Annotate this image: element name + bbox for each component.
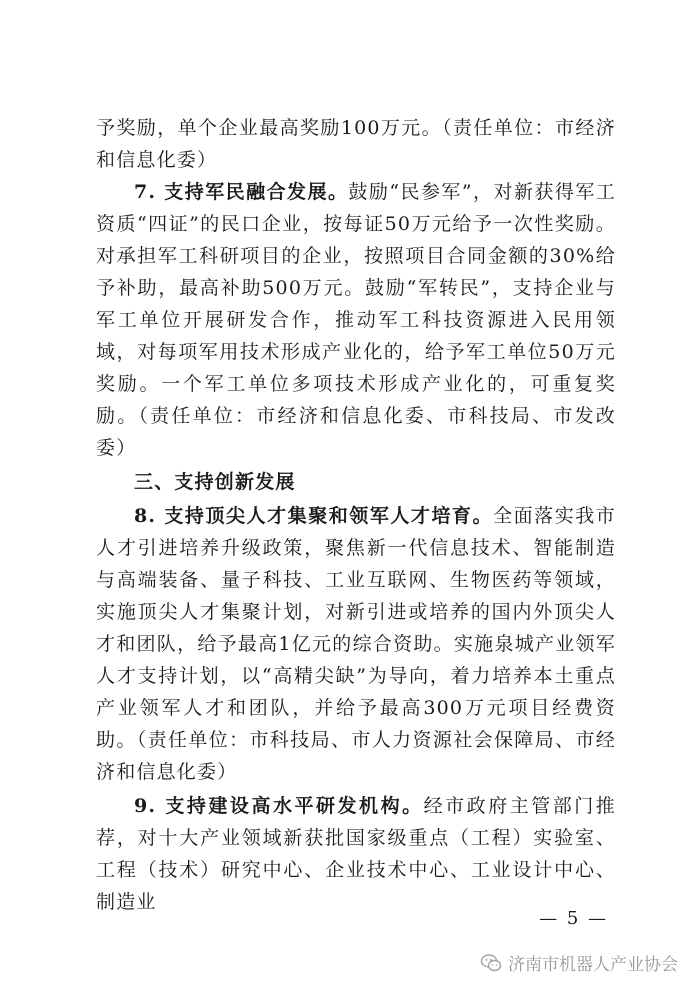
page-number: — 5 — xyxy=(539,908,608,929)
paragraph-9-text: 经市政府主管部门推荐，对十大产业领域新获批国家级重点（工程）实验室、工程（技术）研究中心、企业技术中心、工业设计中心、制造业 xyxy=(96,795,616,913)
section-heading: 三、支持创新发展 xyxy=(134,471,296,493)
paragraph-9 xyxy=(96,790,616,918)
paragraph-7 xyxy=(96,176,616,464)
watermark xyxy=(480,950,678,975)
paragraph-continuation: 予奖励，单个企业最高奖励100万元。（责任单位：市经济和信息化委） xyxy=(96,117,616,171)
paragraph-8-text: 全面落实我市人才引进培养升级政策，聚焦新一代信息技术、智能制造与高端装备、量子科技、工业互联网、生物医药等领域，实施顶尖人才集聚计划，对新引进或培养的国内外顶尖人才和团队，给予最高1亿元的综合资助。实施泉城产业领军人才支持计划，以“高精尖缺”为导向，着力培养本土重点产业领军人才和团队，并给予最高300万元项目经费资助。（责任单位：市科技局、市人力资源社会保障局、市经济和信息化委） xyxy=(96,505,616,783)
watermark-text: 济南市机器人产业协会 xyxy=(508,955,678,975)
body-text xyxy=(96,112,616,918)
wechat-icon xyxy=(480,952,502,974)
paragraph-8 xyxy=(96,500,616,788)
paragraph-7-text: 鼓励“民参军”，对新获得军工资质“四证”的民口企业，按每证50万元给予一次性奖励。对承担军工科研项目的企业，按照项目合同金额的30%给予补助，最高补助500万元。鼓励“军转民”，支持企业与军工单位开展研发合作，推动军工科技资源进入民用领域，对每项军用技术形成产业化的，给予军工单位50万元奖励。一个军工单位多项技术形成产业化的，可重复奖励。（责任单位：市经济和信息化委、市科技局、市发改委） xyxy=(96,181,616,459)
paragraph-7-lead: 7. 支持军民融合发展。 xyxy=(134,181,349,203)
paragraph-9-lead: 9. 支持建设高水平研发机构。 xyxy=(134,795,424,817)
paragraph-8-lead: 8. 支持顶尖人才集聚和领军人才培育。 xyxy=(134,505,494,527)
